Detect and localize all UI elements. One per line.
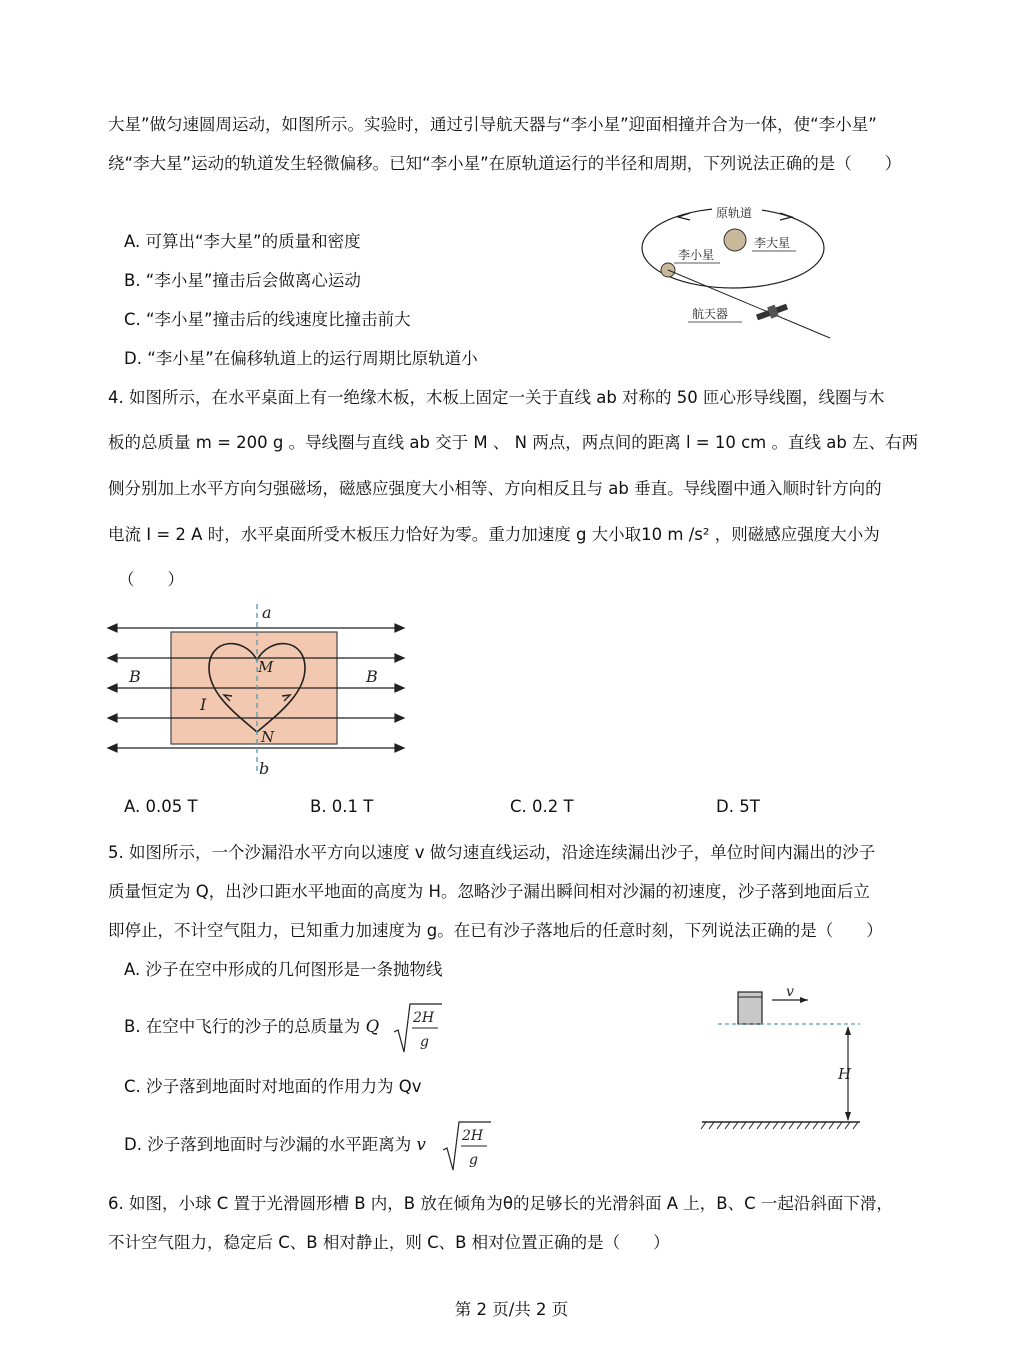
q5-option-d-coef: v <box>416 1135 426 1154</box>
q5-option-b-coef: Q <box>365 1017 380 1036</box>
ground-hatch <box>701 1122 858 1129</box>
orbit-figure <box>630 196 840 346</box>
label-a: a <box>262 603 272 622</box>
q4-option-b: B. 0.1 T <box>310 797 374 816</box>
q4-text-line-2: 板的总质量 m = 200 g 。导线圈与直线 ab 交于 M 、 N 两点，两点间的距离 l = 10 cm 。直线 ab 左、右两 <box>108 433 919 452</box>
q5-text-line-3: 即停止，不计空气阻力，已知重力加速度为 g。在已有沙子落地后的任意时刻，下列说法正确的是（ ） <box>108 921 883 940</box>
q5-option-c: C. 沙子落到地面时对地面的作用力为 Qv <box>124 1077 422 1096</box>
label-M: M <box>258 658 274 676</box>
q4-text-line-3: 侧分别加上水平方向匀强磁场，磁感应强度大小相等、方向相反且与 ab 垂直。导线圈中通入顺时针方向的 <box>108 479 882 498</box>
label-H: H <box>838 1065 852 1083</box>
q3-option-b: B. “李小星”撞击后会做离心运动 <box>124 271 361 290</box>
q3-option-c: C. “李小星”撞击后的线速度比撞击前大 <box>124 310 411 329</box>
label-v: v <box>786 986 794 1000</box>
heart-coil-figure <box>104 598 414 778</box>
frac-den-d: g <box>469 1152 478 1168</box>
big-star <box>724 229 746 251</box>
q5-option-a: A. 沙子在空中形成的几何图形是一条抛物线 <box>124 960 443 979</box>
label-I: I <box>200 695 207 714</box>
q5-option-b <box>124 1016 379 1038</box>
q5-text-line-2: 质量恒定为 Q，出沙口距水平地面的高度为 H。忽略沙子漏出瞬间相对沙漏的初速度，沙子落到地面后立 <box>108 882 870 901</box>
q5-option-d <box>124 1134 426 1156</box>
label-b: b <box>259 759 270 778</box>
q3-text-line-2: 绕“李大星”运动的轨道发生轻微偏移。已知“李小星”在原轨道运行的半径和周期，下列说法正确的是（ ） <box>108 154 902 173</box>
q4-option-d: D. 5T <box>716 797 760 816</box>
q4-option-a: A. 0.05 T <box>124 797 198 816</box>
q6-text-line-1: 6. 如图，小球 C 置于光滑圆形槽 B 内，B 放在倾角为θ的足够长的光滑斜面 A 上，B、C 一起沿斜面下滑， <box>108 1194 893 1213</box>
q4-text-line-5: （ ） <box>118 570 184 589</box>
label-B-left: B <box>129 667 141 686</box>
q4-option-c: C. 0.2 T <box>510 797 574 816</box>
spacecraft-icon <box>755 301 789 323</box>
q4-text-line-4: 电流 I = 2 A 时，水平桌面所受木板压力恰好为零。重力加速度 g 大小取10 m /s² ，则磁感应强度大小为 <box>108 525 880 544</box>
sqrt-2H-over-g-d <box>441 1118 493 1174</box>
q4-text-line-1: 4. 如图所示，在水平桌面上有一绝缘木板，木板上固定一关于直线 ab 对称的 50 匝心形导线圈，线圈与木 <box>108 388 885 407</box>
page-footer: 第 2 页/共 2 页 <box>454 1300 569 1319</box>
big-star-label: 李大星 <box>754 236 791 250</box>
q3-option-a: A. 可算出“李大星”的质量和密度 <box>124 232 361 251</box>
q5-option-b-text: B. 在空中飞行的沙子的总质量为 <box>124 1017 361 1036</box>
orbit-arrow-right <box>780 213 792 220</box>
frac-den-b: g <box>420 1034 429 1050</box>
label-B-right: B <box>366 667 378 686</box>
frac-num-b: 2H <box>413 1010 435 1026</box>
label-N: N <box>261 728 275 746</box>
q3-text-line-1: 大星”做匀速圆周运动，如图所示。实验时，通过引导航天器与“李小星”迎面相撞并合为一体，使“李小星” <box>108 115 877 134</box>
spacecraft-label: 航天器 <box>692 307 729 321</box>
frac-num-d: 2H <box>462 1128 484 1144</box>
sqrt-2H-over-g-b <box>392 1000 444 1056</box>
q3-option-d: D. “李小星”在偏移轨道上的运行周期比原轨道小 <box>124 349 478 368</box>
hourglass-figure <box>700 986 865 1134</box>
spacecraft-path <box>668 270 830 338</box>
q5-option-d-text: D. 沙子落到地面时与沙漏的水平距离为 <box>124 1135 412 1154</box>
orbit-label: 原轨道 <box>716 206 753 220</box>
q6-text-line-2: 不计空气阻力，稳定后 C、B 相对静止，则 C、B 相对位置正确的是（ ） <box>108 1233 670 1252</box>
q5-text-line-1: 5. 如图所示，一个沙漏沿水平方向以速度 v 做匀速直线运动，沿途连续漏出沙子，单位时间内漏出的沙子 <box>108 843 876 862</box>
small-star-label: 李小星 <box>678 248 715 262</box>
